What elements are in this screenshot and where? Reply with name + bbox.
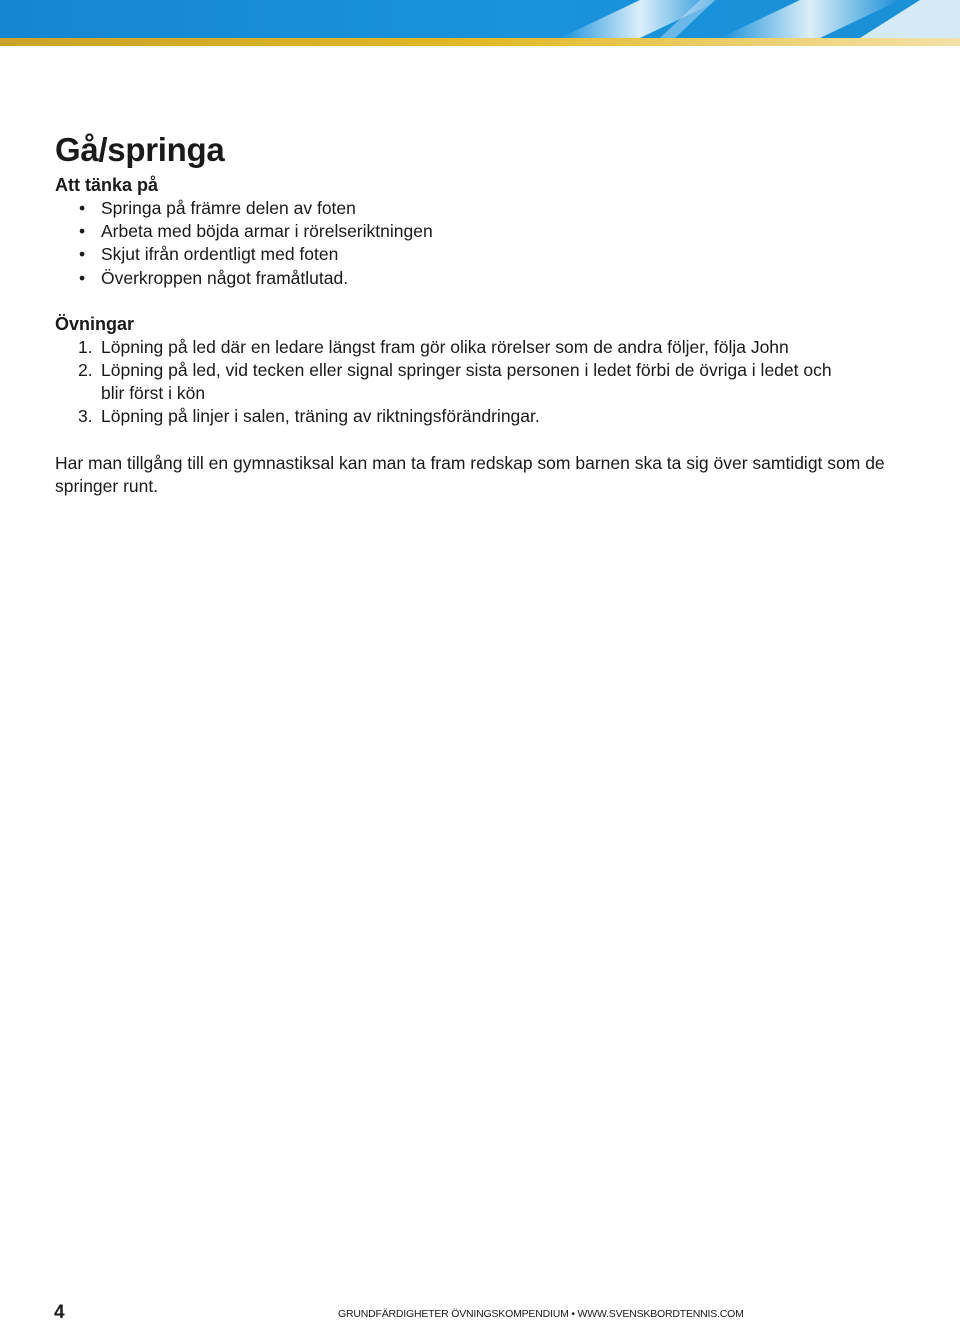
think-about-heading: Att tänka på (55, 175, 159, 195)
item-number: 2. (78, 360, 93, 381)
top-decorative-banner (0, 0, 960, 46)
list-item-text: Löpning på led, vid tecken eller signal springer sista personen i ledet förbi de övriga i ledet och blir först i kön (101, 360, 832, 404)
page-number: 4 (54, 1302, 65, 1323)
list-item (55, 267, 915, 290)
list-item (55, 197, 915, 220)
list-item-text: Springa på främre delen av foten (101, 198, 356, 218)
think-about-list (55, 197, 915, 290)
bullet-icon: • (79, 221, 86, 242)
main-content (55, 128, 915, 498)
bullet-icon: • (79, 267, 86, 288)
list-item (55, 336, 915, 359)
list-item (55, 405, 915, 428)
list-item-text: Skjut ifrån ordentligt med foten (101, 244, 339, 265)
list-item-text: Löpning på linjer i salen, träning av riktningsförändringar. (101, 406, 540, 427)
list-item-text: Överkroppen något framåtlutad. (101, 267, 349, 288)
page-title: Gå/springa (55, 131, 225, 168)
exercises-list (55, 336, 915, 429)
list-item-text: Arbeta med böjda armar i rörelseriktningen (101, 221, 433, 242)
list-item (55, 220, 915, 243)
bullet-icon: • (79, 244, 86, 265)
list-item-text: Löpning på led där en ledare längst fram gör olika rörelser som de andra följer, följa John (101, 336, 789, 357)
body-paragraph: Har man tillgång till en gymnastiksal kan man ta fram redskap som barnen ska ta sig över samtidigt som de springer runt. (55, 452, 885, 496)
bullet-icon: • (79, 198, 86, 218)
list-item (55, 359, 915, 405)
footer-text: GRUNDFÄRDIGHETER ÖVNINGSKOMPENDIUM • WWW.SVENSKBORDTENNIS.COM (338, 1308, 744, 1320)
item-number: 1. (78, 336, 93, 357)
item-number: 3. (78, 406, 93, 427)
exercises-heading: Övningar (55, 313, 135, 334)
list-item (55, 243, 915, 266)
